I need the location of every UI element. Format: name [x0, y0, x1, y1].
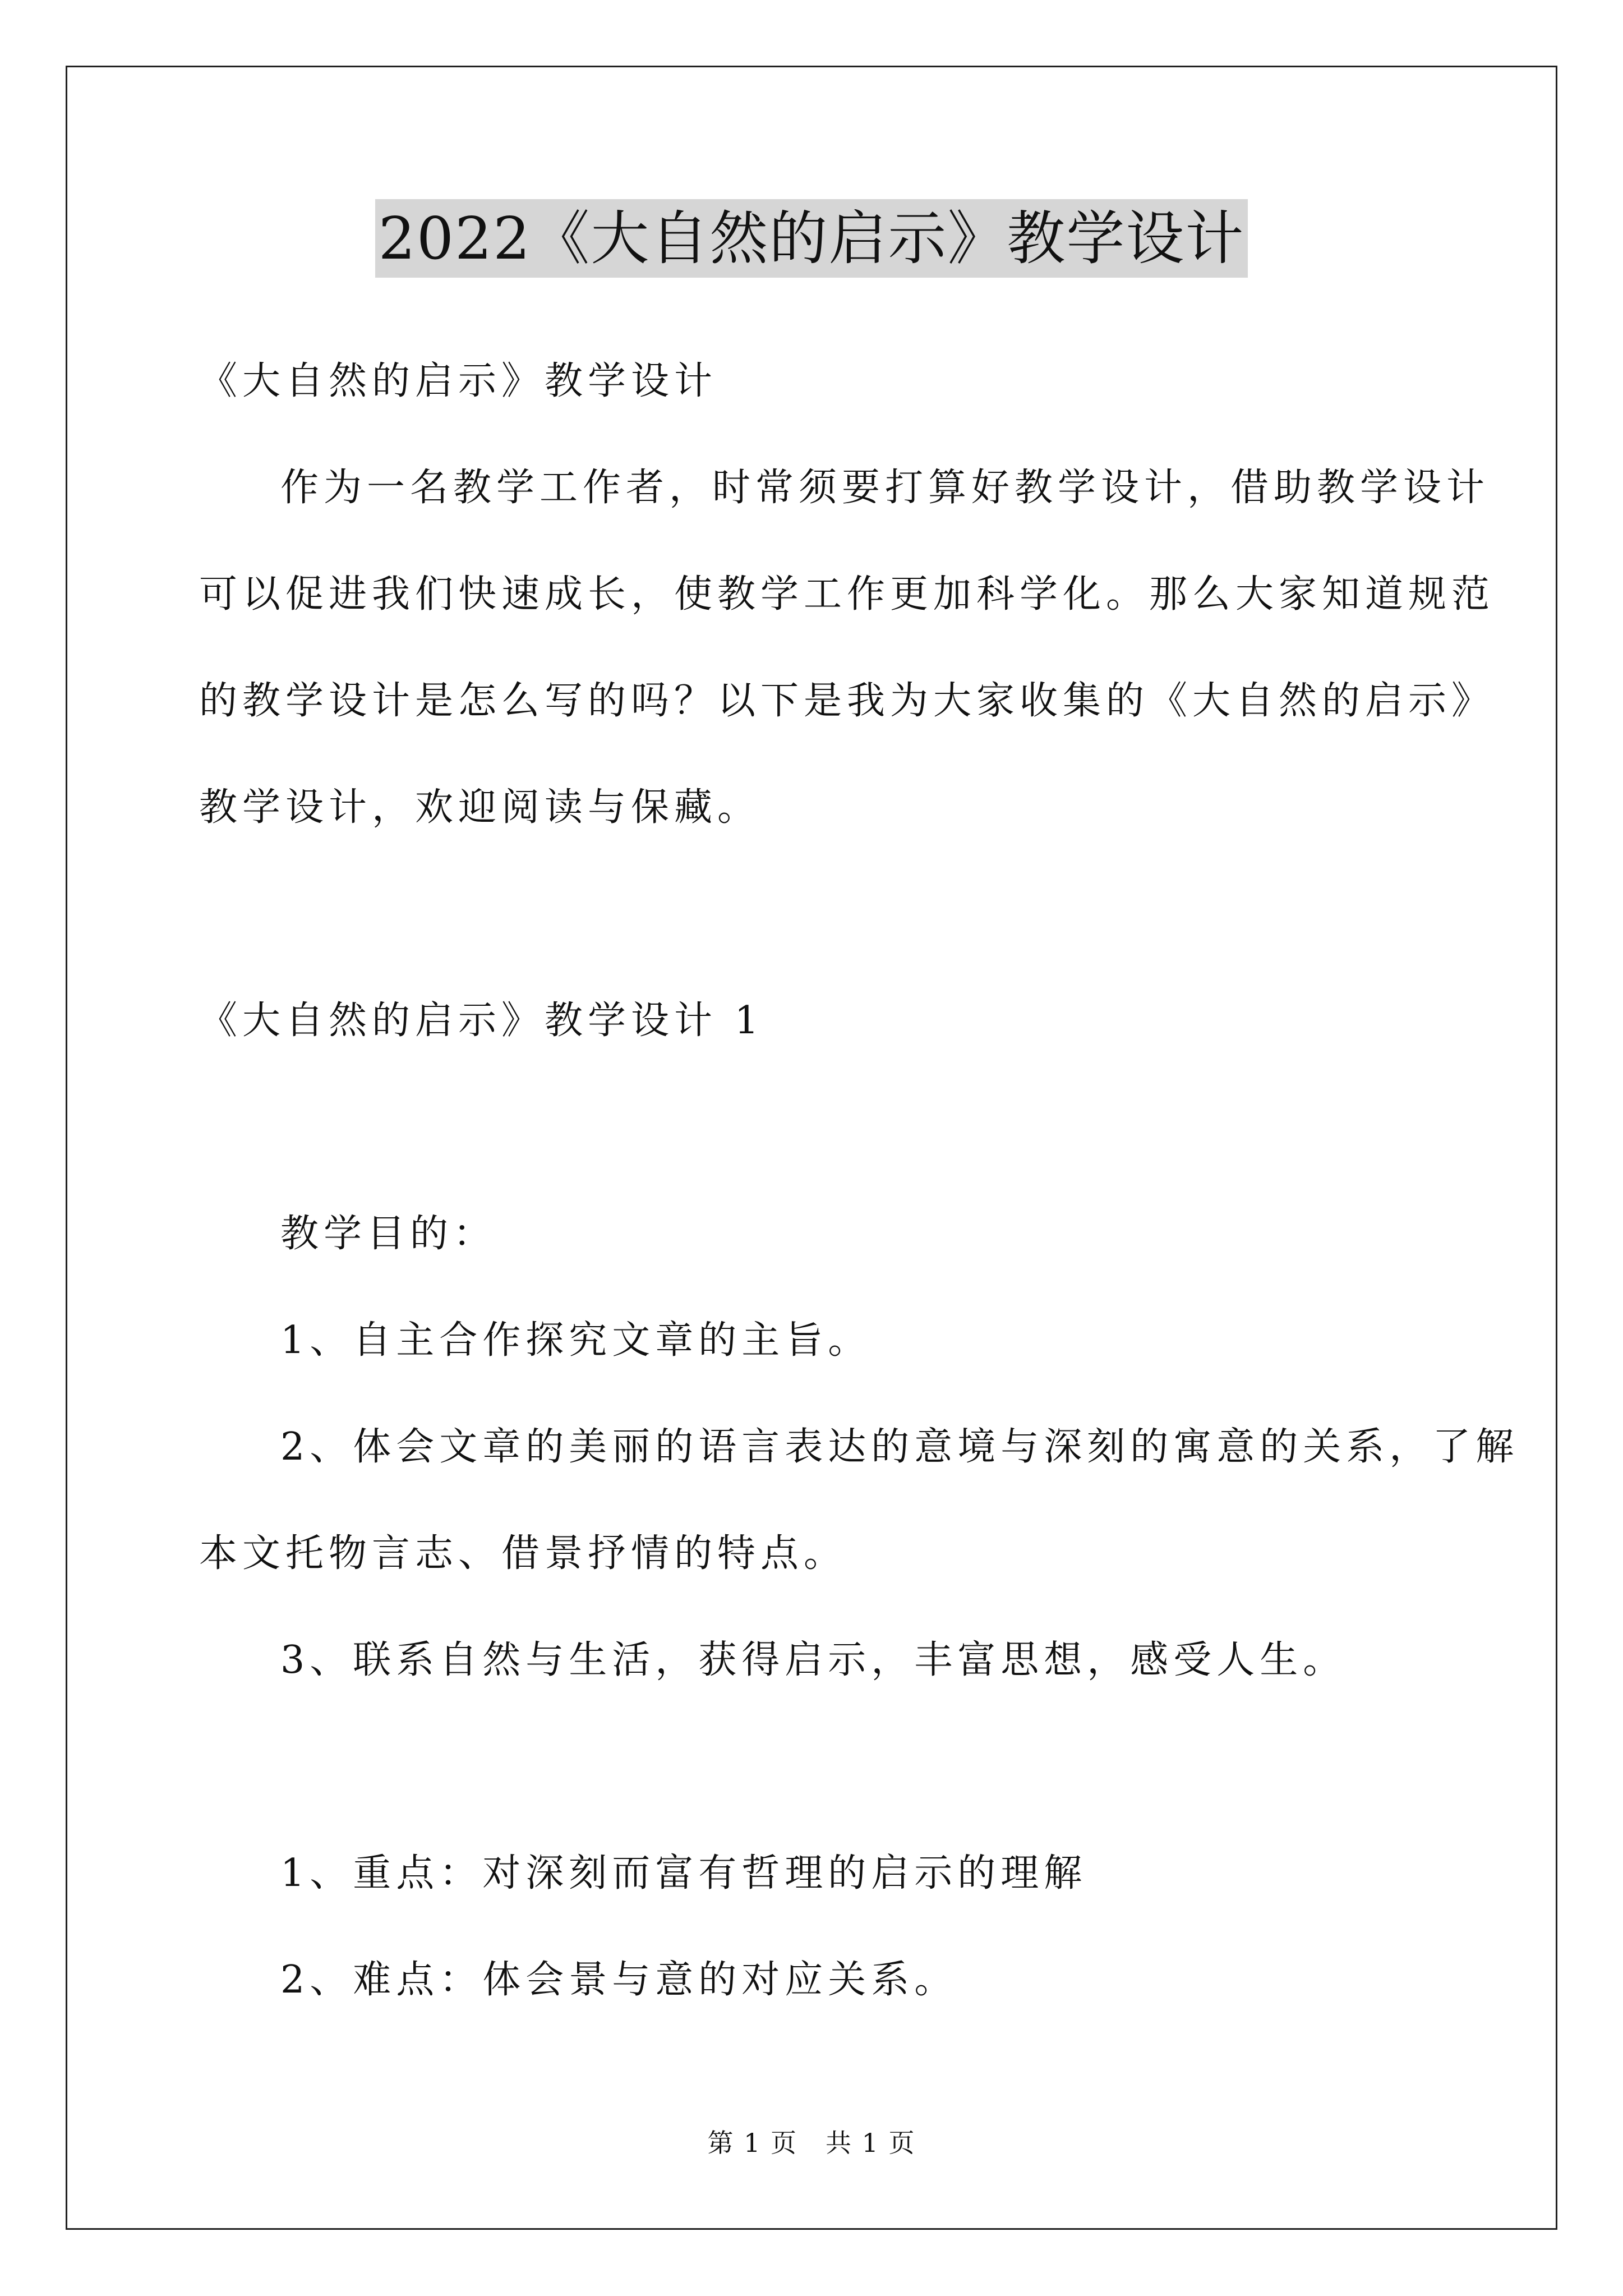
objective-2-line-1: 2、体会文章的美丽的语言表达的意境与深刻的寓意的关系，了解 [280, 1425, 1519, 1469]
document-subtitle: 《大自然的启示》教学设计 [199, 359, 718, 403]
key-point: 1、重点：对深刻而富有哲理的启示的理解 [280, 1851, 1087, 1895]
page-footer [0, 2126, 1623, 2160]
objectives-heading: 教学目的： [280, 1212, 497, 1256]
section-title: 《大自然的启示》教学设计 1 [199, 999, 764, 1043]
objective-3: 3、联系自然与生活，获得启示，丰富思想，感受人生。 [280, 1638, 1347, 1682]
intro-line-1: 作为一名教学工作者，时常须要打算好教学设计，借助教学设计 [280, 466, 1490, 510]
document-title: 2022《大自然的启示》教学设计 [375, 199, 1248, 278]
page-number-current: 第 1 页 [707, 2128, 797, 2158]
page-number-total: 共 1 页 [826, 2128, 916, 2158]
objective-2-line-2: 本文托物言志、借景抒情的特点。 [199, 1531, 847, 1576]
intro-line-4: 教学设计，欢迎阅读与保藏。 [199, 785, 761, 830]
intro-line-2: 可以促进我们快速成长，使教学工作更加科学化。那么大家知道规范 [199, 572, 1495, 616]
objective-1: 1、自主合作探究文章的主旨。 [280, 1318, 872, 1363]
intro-line-3: 的教学设计是怎么写的吗？以下是我为大家收集的《大自然的启示》 [199, 679, 1495, 723]
difficult-point: 2、难点：体会景与意的对应关系。 [280, 1958, 958, 2002]
title-container [0, 199, 1623, 278]
